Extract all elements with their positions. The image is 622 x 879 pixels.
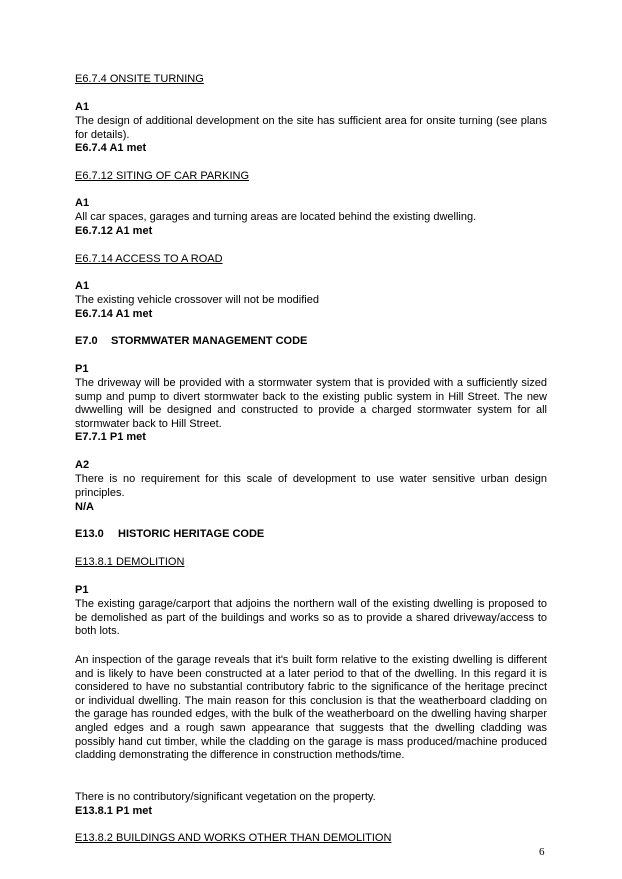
criterion-label: P1: [75, 584, 89, 596]
criterion-label: A1: [75, 197, 90, 209]
criterion-label: A1: [75, 101, 90, 113]
paragraph-vegetation: There is no contributory/significant vegetation on the property.: [75, 791, 376, 803]
section-title-onsite-turning: E6.7.4 ONSITE TURNING: [75, 73, 204, 85]
criterion-body: The design of additional development on the site has sufficient area for onsite turning (see plans for details).: [75, 115, 547, 141]
criterion-result: E13.8.1 P1 met: [75, 805, 153, 817]
criterion-result: N/A: [75, 501, 94, 513]
code-number: E7.0: [75, 335, 98, 347]
criterion-result: E6.7.12 A1 met: [75, 225, 153, 237]
criterion-body: There is no requirement for this scale of development to use water sensitive urban design principles.: [75, 473, 547, 499]
criterion-body: All car spaces, garages and turning areas are located behind the existing dwelling.: [75, 211, 477, 223]
criterion-label: A2: [75, 459, 90, 471]
criterion-body: The driveway will be provided with a stormwater system that is provided with a sufficiently sized sump and pump to divert stormwater back to the existing public system in Hill Street. The new dwwelling will be designed and constructed to provide a charged stormwater system for all stormwater back to Hill Street.: [75, 377, 547, 430]
criterion-result: E6.7.4 A1 met: [75, 142, 147, 154]
criterion-result: E7.7.1 P1 met: [75, 431, 146, 443]
section-title-buildings-and-works: E13.8.2 BUILDINGS AND WORKS OTHER THAN DEMOLITION: [75, 832, 392, 844]
criterion-body: The existing vehicle crossover will not be modified: [75, 294, 319, 306]
code-heading-stormwater: [75, 335, 547, 349]
criterion-body: The existing garage/carport that adjoins the northern wall of the existing dwelling is proposed to be demolished as part of the buildings and works so as to provide a shared driveway/access to both lots.: [75, 598, 547, 638]
code-title: STORMWATER MANAGEMENT CODE: [111, 335, 308, 347]
criterion-result: E6.7.14 A1 met: [75, 308, 153, 320]
paragraph-inspection: An inspection of the garage reveals that it's built form relative to the existing dwelling is different and is likely to have been constructed at a later period to that of the dwelling. In this regard it is considered to have no substantial contributory fabric to the significance of the heritage precinct or individual dwelling. The main reason for this conclusion is that the weatherboard cladding on the garage has rounded edges, with the bulk of the weatherboard on the dwelling having sharper angled edges and a rough sawn appearance that suggests that the dwelling cladding was possibly hand cut timber, while the cladding on the garage is mass produced/machine produced cladding demonstrating the difference in construction methods/time.: [75, 654, 547, 762]
section-title-demolition: E13.8.1 DEMOLITION: [75, 556, 185, 568]
criterion-label: A1: [75, 280, 90, 292]
code-title: HISTORIC HERITAGE CODE: [118, 528, 265, 540]
code-heading-historic-heritage: [75, 528, 547, 542]
code-number: E13.0: [75, 528, 104, 540]
page-number: 6: [539, 846, 545, 858]
section-title-siting-car-parking: E6.7.12 SITING OF CAR PARKING: [75, 170, 250, 182]
section-title-access-to-road: E6.7.14 ACCESS TO A ROAD: [75, 253, 223, 265]
criterion-label: P1: [75, 363, 89, 375]
